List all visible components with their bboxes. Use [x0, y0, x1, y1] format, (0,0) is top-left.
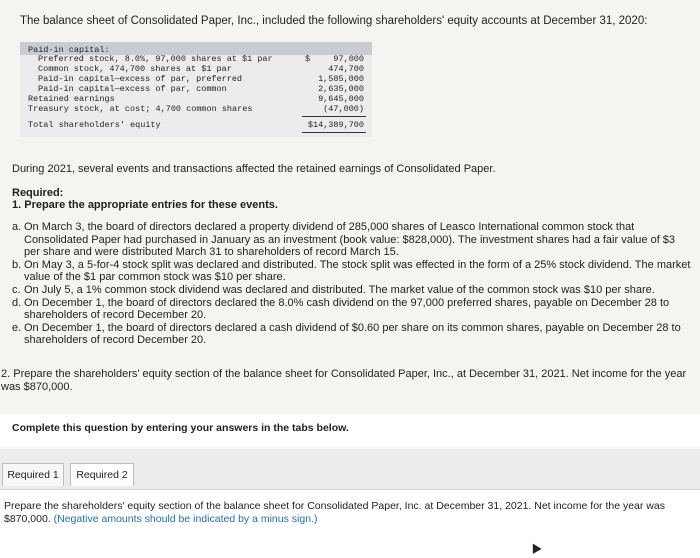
required-2-text: 2. Prepare the shareholders' equity section of the balance sheet for Consolidated Paper, Inc., at December 31, 2021. Net income for the year was $870,000. — [1, 368, 687, 393]
tab-panel — [0, 489, 700, 558]
panel-text: Prepare the shareholders' equity section of the balance sheet for Consolidated Paper, Inc. at December 31, 2021. Net income for the year was $870,000. — [4, 500, 665, 525]
item-text: On December 1, the board of directors declared the 8.0% cash dividend on the 97,000 preferred shares, payable on December 28 to shareholders of record December 20. — [24, 296, 670, 322]
row-value: 97,000 — [333, 54, 364, 64]
item-text: On May 3, a 5-for-4 stock split was declared and distributed. The stock split was effected in the form of a 25% stock dividend. The market value of the $1 par common stock was $10 per share. — [24, 258, 691, 284]
total-underline — [302, 132, 366, 133]
row-label-total: Total shareholders' equity — [28, 120, 161, 130]
item-key: d. — [12, 296, 22, 309]
list-item — [12, 284, 692, 297]
row-label-pic-preferred: Paid-in capital—excess of par, preferred — [38, 74, 243, 84]
row-value: 2,635,000 — [318, 84, 364, 94]
tab-required-1[interactable]: Required 1 — [2, 463, 64, 486]
row-value: 1,585,000 — [318, 74, 364, 84]
row-label-treasury-stock: Treasury stock, at cost; 4,700 common shares — [28, 104, 253, 114]
required-1-label: 1. Prepare the appropriate entries for these events. — [12, 199, 278, 211]
events-list — [12, 221, 692, 347]
row-value: 9,645,000 — [318, 94, 364, 104]
row-label-common: Common stock, 474,700 shares at $1 par — [38, 64, 232, 74]
intro-text: The balance sheet of Consolidated Paper, Inc., included the following shareholders' equity accounts at December 31, 2020: — [20, 15, 648, 27]
required-1-text — [12, 199, 278, 211]
row-value: (47,000) — [323, 104, 364, 114]
list-item — [12, 259, 692, 284]
item-key: e. — [12, 321, 22, 334]
row-label-pic-common: Paid-in capital—excess of par, common — [38, 84, 227, 94]
row-currency: $ — [305, 54, 311, 64]
list-item — [12, 221, 692, 259]
item-text: On March 3, the board of directors declared a property dividend of 285,000 shares of Leasco International common stock that Consolidated Paper had purchased in January as an investment (book value: $828,000). The investment shares had a fair value of $3 per share and were distributed March 31 to shareholders of record March 15. — [24, 221, 676, 259]
list-item — [12, 297, 692, 322]
item-key: a. — [12, 221, 22, 233]
list-item — [12, 322, 692, 347]
during-text: During 2021, several events and transactions affected the retained earnings of Consolidated Paper. — [12, 163, 496, 175]
complete-banner-text: Complete this question by entering your answers in the tabs below. — [12, 422, 349, 434]
row-value: 474,700 — [328, 64, 364, 74]
tab-strip — [0, 449, 700, 489]
panel-instructions — [4, 500, 694, 525]
item-text: On July 5, a 1% common stock dividend was declared and distributed. The market value of the common stock was $10 per share. — [24, 283, 655, 296]
panel-note: (Negative amounts should be indicated by a minus sign.) — [53, 512, 318, 525]
complete-banner — [0, 414, 700, 447]
item-key: b. — [12, 258, 22, 271]
subtotal-underline — [302, 116, 366, 117]
required-heading: Required: — [12, 187, 64, 199]
item-text: On December 1, the board of directors declared a cash dividend of $0.60 per share on its common shares, payable on December 28 to shareholders of record December 20. — [24, 321, 681, 347]
row-label-preferred: Preferred stock, 8.0%, 97,000 shares at $1 par — [38, 54, 273, 64]
equity-table — [20, 42, 372, 137]
row-label-retained-earnings: Retained earnings — [28, 94, 115, 104]
tab-required-2[interactable]: Required 2 — [70, 463, 134, 486]
row-value-total: $14,389,700 — [307, 120, 364, 130]
table-header: Paid-in capital: — [28, 45, 110, 55]
item-key: c. — [12, 283, 21, 296]
